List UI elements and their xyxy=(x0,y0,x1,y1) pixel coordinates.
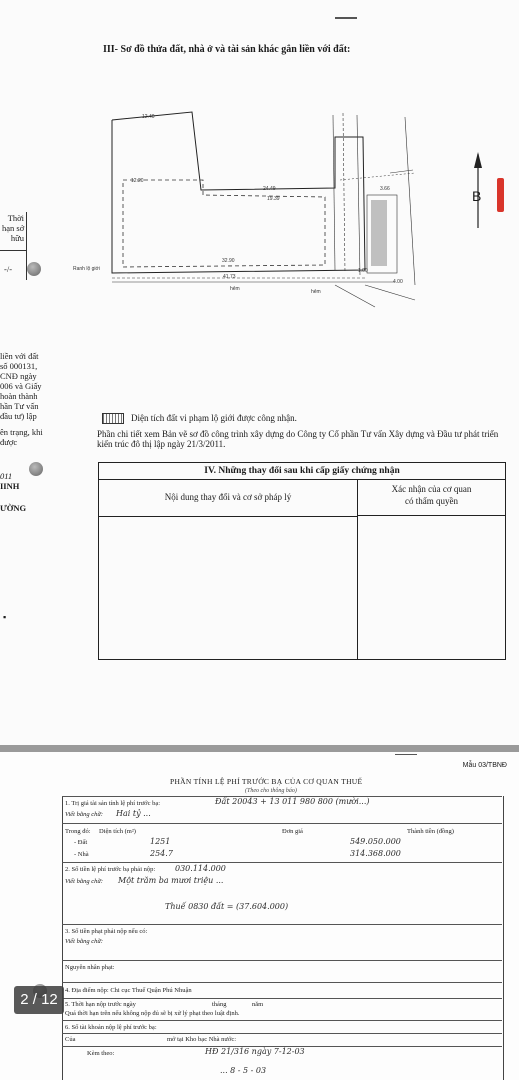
dim-label: 32.90 xyxy=(222,258,235,264)
left-frag-box xyxy=(0,212,27,251)
page-indicator[interactable]: 2 / 12 xyxy=(14,986,64,1014)
left-fragment-top: Thời hạn sở hữu xyxy=(2,213,25,243)
table-divider xyxy=(357,516,358,659)
table-header: IV. Những thay đổi sau khi cấp giấy chứng nhận xyxy=(99,463,505,480)
plan-label: hẻm xyxy=(311,289,321,295)
handwriting: 254.7 xyxy=(150,849,173,858)
handwriting: Một trăm ba mươi triệu ... xyxy=(118,876,224,885)
handwriting: 1251 xyxy=(150,837,171,846)
left-frag-box-2 xyxy=(0,250,27,280)
table-col-content: Nội dung thay đổi và cơ sở pháp lý xyxy=(99,479,358,517)
bookmark-tab[interactable] xyxy=(497,178,504,212)
page-mark xyxy=(395,754,417,755)
dim-label: 12.20 xyxy=(131,178,144,184)
handwriting: Thuế 0830 đất = (37.604.000) xyxy=(165,902,289,911)
compass-label: B xyxy=(472,188,482,204)
hole-punch-icon xyxy=(27,262,41,276)
page-mark xyxy=(335,17,357,19)
handwriting: ... 8 - 5 - 03 xyxy=(220,1066,267,1075)
handwriting: HĐ 21/316 ngày 7-12-03 xyxy=(205,1047,305,1056)
dim-label: 3.66 xyxy=(380,186,390,192)
left-fragment-mid: liền với đất số 000131, CNĐ ngày 006 và Giấy hoàn thành hần Tư vấn đầu tư) lập ên trạng, khi được 011 IINH ƯỜNG xyxy=(0,351,43,513)
handwriting: 314.368.000 xyxy=(350,849,401,858)
legend-swatch xyxy=(102,413,124,424)
site-plan-drawing xyxy=(95,95,435,310)
form-frame xyxy=(62,796,504,1080)
section-title: III- Sơ đồ thửa đất, nhà ở và tài sản khác gắn liền với đất: xyxy=(103,44,351,55)
hole-punch-icon-2 xyxy=(29,462,43,476)
form-subtitle: (Theo cho thông báo) xyxy=(245,788,297,794)
detail-text: Phần chi tiết xem Bản vẽ sơ đồ công trình xây dựng do Công ty Cổ phần Tư vấn Xây dựng và Đầu tư phát triển kiến trúc đô thị lập ngày 21/3/2011. xyxy=(97,429,499,449)
legend-text: Diện tích đất vi phạm lộ giới được công nhận. xyxy=(131,413,297,423)
dim-label: 19.39 xyxy=(267,196,280,202)
handwriting: 030.114.000 xyxy=(175,864,226,873)
changes-table xyxy=(98,462,506,660)
document-page-2: Mẫu 03/TBNĐ PHẦN TÍNH LỆ PHÍ TRƯỚC BẠ CỦA CƠ QUAN THUẾ (Theo cho thông báo) 1. Trị giá tài sản tính lệ phí trước bạ: Đất 20043 + 13 011 980 800 (mười...) Viết bằng chữ: Hai tỷ ... Trong đó: Diện tích (m²) Đơn giá Thành tiền (đồng) - Đất 1251 549.050.000 - Nhà 254.7 314.368.000 2. Số tiền lệ phí trước bạ phải nộp: 030.114.000 Viết bằng chữ: Một trăm ba mươi triệu ... Thuế 0830 đất = (37.604.000) 3. Số tiền phạt phải nộp nếu có: Viết bằng chữ: Nguyên nhân phạt: 4. Địa điểm nộp: Chi cục Thuế Quận Phú Nhuận 5. Thời hạn nộp trước ngày tháng năm Quá thời hạn trên nếu không nộp đủ sẽ bị xử lý phạt theo luật định. 6. Số tài khoản nộp lệ phí trước bạ: Của mở tại Kho bạc Nhà nước: Kèm theo: HĐ 21/316 ngày 7-12-03 ... 8 - 5 - 03 xyxy=(0,752,519,1080)
dim-label: 4.00 xyxy=(393,279,403,285)
form-code: Mẫu 03/TBNĐ xyxy=(462,762,507,769)
left-fragment-dash: -/- xyxy=(4,264,13,274)
plan-label: Ranh lộ giới xyxy=(73,266,100,272)
plan-label: hẻm xyxy=(230,286,240,292)
handwriting: 549.050.000 xyxy=(350,837,401,846)
stray-mark: ▪ xyxy=(3,612,7,622)
form-title: PHẦN TÍNH LỆ PHÍ TRƯỚC BẠ CỦA CƠ QUAN THUẾ xyxy=(170,777,363,786)
handwriting: Đất 20043 + 13 011 980 800 (mười...) xyxy=(215,797,370,806)
handwriting: Hai tỷ ... xyxy=(116,809,151,818)
dim-label: 24.49 xyxy=(263,186,276,192)
dim-label: 41.73 xyxy=(223,274,236,280)
dim-label: 1.00 xyxy=(358,268,368,274)
table-col-confirm: Xác nhận của cơ quan có thẩm quyền xyxy=(358,479,505,516)
dim-label: 12.40 xyxy=(142,114,155,120)
